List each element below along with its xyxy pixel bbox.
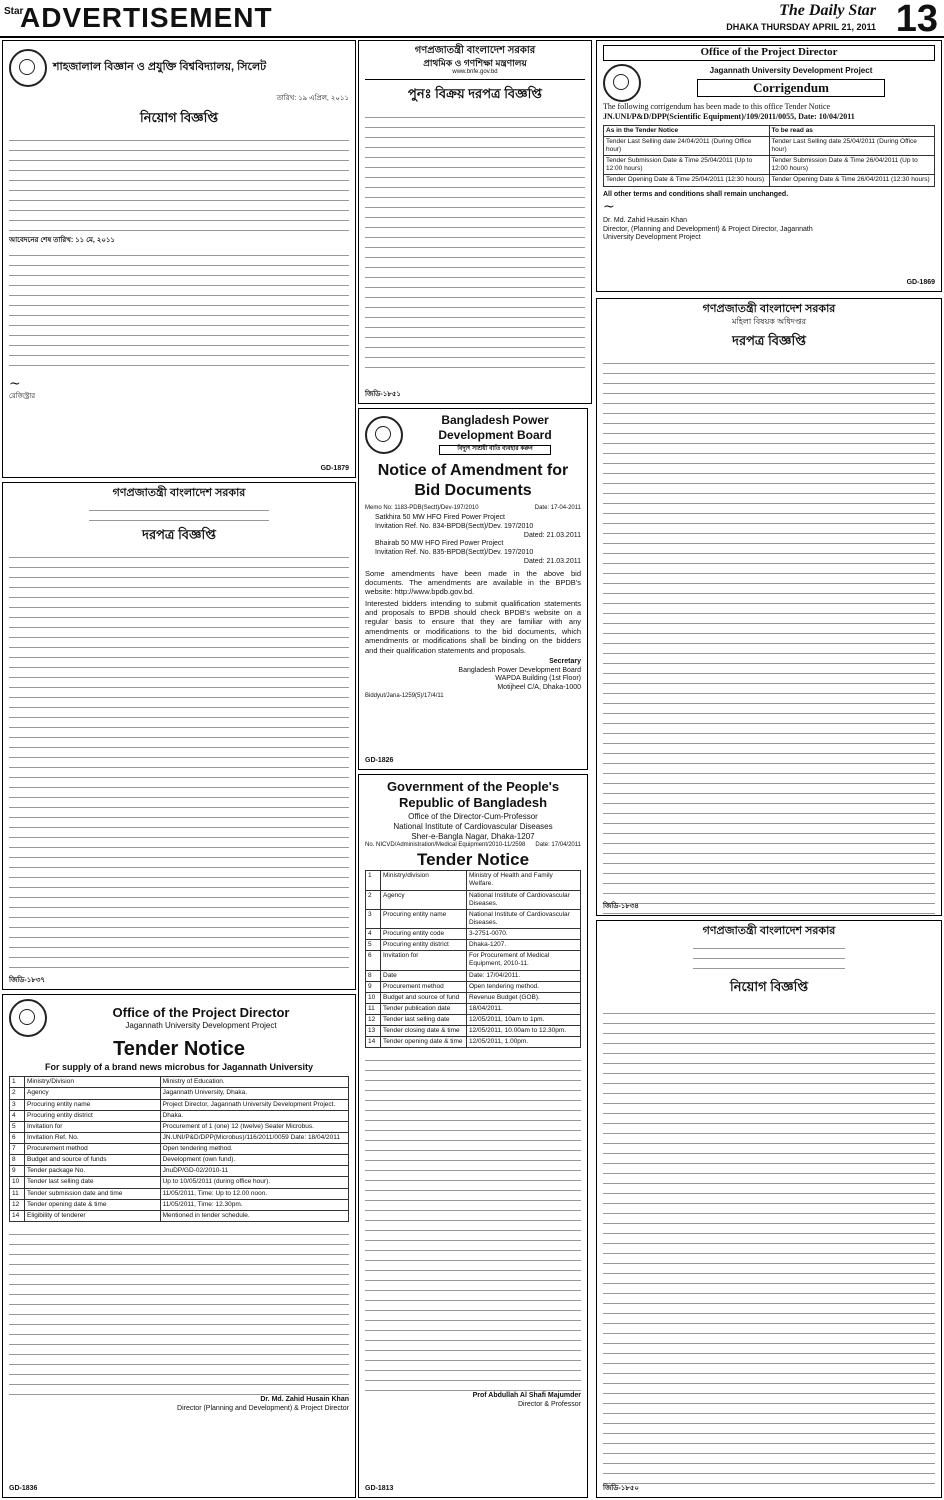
table-cell: Tender opening date & time: [381, 1037, 467, 1048]
table-row: [366, 909, 581, 928]
table-cell: National Institute of Cardiovascular Diseases.: [467, 909, 581, 928]
table-row: [366, 1026, 581, 1037]
item-2-date: Dated: 21.03.2011: [523, 557, 581, 565]
ad-body: [603, 1005, 935, 1484]
table-row: [10, 1144, 349, 1155]
table-row: [366, 890, 581, 909]
ad-heading: দরপত্র বিজ্ঞপ্তি: [142, 526, 216, 542]
memo-no: Memo No: 1183-PDB(Sectt)/Dev-197/2010: [365, 504, 479, 511]
table-row: [10, 1132, 349, 1143]
table-row: Tender Submission Date & Time 25/04/2011 (Up to 12:00 hours) Tender Submission Date & Time 26/04/2011 (Up to 12:00 hours): [604, 156, 935, 175]
body-1: Some amendments have been made in the above bid documents. The amendments are available in the BPDB's website: http://www.bpdb.gov.bd.: [365, 568, 581, 597]
table-cell: 4: [10, 1110, 25, 1121]
table-cell: 3: [10, 1099, 25, 1110]
table-row: [10, 1155, 349, 1166]
signer-title: Director, (Planning and Development) & Project Director, Jagannath University Development Project: [603, 225, 813, 242]
table-cell: Invitation for: [381, 951, 467, 970]
table-cell: Ministry of Education.: [160, 1077, 348, 1088]
table-cell: Procuring entity district: [381, 940, 467, 951]
ad-heading: পুনঃ বিক্রয় দরপত্র বিজ্ঞপ্তি: [408, 86, 542, 102]
university-seal-icon: [9, 999, 47, 1037]
ad-body: [9, 132, 349, 231]
table-cell: Tender submission date and time: [25, 1188, 161, 1199]
table-cell: 11: [366, 1003, 381, 1014]
secretary: Secretary: [549, 657, 581, 665]
ad-code: জিডি-১৮৩৭: [9, 977, 45, 985]
table-row: [366, 992, 581, 1003]
ad-code: জিডি-১৮৫০: [603, 1485, 639, 1493]
memo-date: Date: 17-04-2011: [534, 504, 581, 511]
table-cell: Revenue Budget (GOB).: [467, 992, 581, 1003]
table-row: [366, 970, 581, 981]
slogan: বিদ্যুৎ সাশ্রয়ী বাতি ব্যবহার করুন: [439, 445, 551, 455]
ad-heading: নিয়োগ বিজ্ঞপ্তি: [729, 978, 809, 994]
office-name: Office of the Project Director: [112, 1004, 290, 1020]
table-cell: Date: [381, 970, 467, 981]
table-cell: National Institute of Cardiovascular Diseases.: [467, 890, 581, 909]
university-seal-icon: [9, 49, 47, 87]
ad-sust-recruitment: [2, 40, 356, 478]
table-cell: 3-2751-0070.: [467, 929, 581, 940]
table-row: [366, 940, 581, 951]
tender-table: [9, 1076, 349, 1222]
table-row: [10, 1088, 349, 1099]
table-cell: Invitation for: [25, 1121, 161, 1132]
table-cell: Procurement method: [381, 981, 467, 992]
ad-heading: Corrigendum: [697, 79, 885, 97]
table-cell: Tender publication date: [381, 1003, 467, 1014]
table-row: [10, 1188, 349, 1199]
institute-address: Sher-e-Bangla Nagar, Dhaka-1207: [411, 831, 535, 841]
table-cell: Budget and source of fund: [381, 992, 467, 1003]
ad-code: GD-1836: [9, 1485, 38, 1493]
table-cell: 12/05/2011, 1.00pm.: [467, 1037, 581, 1048]
ad-subheading: For supply of a brand news microbus for Jagannath University: [44, 1062, 314, 1072]
signer: রেজিস্ট্রার: [9, 393, 36, 401]
org-name: শাহজালাল বিজ্ঞান ও প্রযুক্তি বিশ্ববিদ্যালয়, সিলেট: [53, 61, 267, 74]
table-cell: Jagannath University, Dhaka.: [160, 1088, 348, 1099]
table-cell: 7: [10, 1144, 25, 1155]
table-cell: 5: [10, 1121, 25, 1132]
item-1: Satkhira 50 MW HFO Fired Power Project: [375, 514, 505, 521]
table-row: [366, 951, 581, 970]
table-cell: 6: [10, 1132, 25, 1143]
ad-archive-recruitment: [596, 920, 942, 1498]
gov-name: গণপ্রজাতন্ত্রী বাংলাদেশ সরকার: [702, 925, 836, 937]
table-cell: Ministry/Division: [25, 1077, 161, 1088]
ad-primary-education: [358, 40, 592, 404]
ad-code: জিডি-১৮৫১: [365, 391, 401, 399]
secretary-org: Bangladesh Power Development Board: [458, 666, 581, 674]
ad-forest-tender: [2, 482, 356, 990]
table-cell: 11/05/2011, Time: 12.30pm.: [160, 1199, 348, 1210]
table-row: [366, 1003, 581, 1014]
note: All other terms and conditions shall remain unchanged.: [603, 190, 789, 198]
issue-date: DHAKA THURSDAY APRIL 21, 2011: [726, 22, 876, 32]
institute-name: National Institute of Cardiovascular Diseases: [393, 821, 553, 831]
ad-jnu-tender-notice: [2, 994, 356, 1498]
section-tag: Star: [4, 6, 24, 17]
table-cell: 11: [10, 1188, 25, 1199]
ad-instructions: [9, 247, 349, 366]
table-row: Tender Last Selling date 24/04/2011 (During Office hour) Tender Last Selling date 25/04/2011 (During Office hour): [604, 136, 935, 155]
project-name: Jagannath University Development Project: [709, 65, 873, 75]
table-cell: Procuring entity district: [25, 1110, 161, 1121]
website: www.bnfe.gov.bd: [452, 68, 498, 75]
table-cell: 13: [366, 1026, 381, 1037]
table-cell: Dhaka-1207.: [467, 940, 581, 951]
ad-heading: দরপত্র বিজ্ঞপ্তি: [732, 332, 806, 348]
table-cell: Tender package No.: [25, 1166, 161, 1177]
dept-name: মহিলা বিষয়ক অধিদপ্তর: [731, 316, 806, 326]
table-cell: Tender closing date & time: [381, 1026, 467, 1037]
ad-code: GD-1869: [906, 279, 935, 287]
table-cell: Procuring entity code: [381, 929, 467, 940]
ad-deadline: আবেদনের শেষ তারিখ: ১১ মে, ২০১১: [9, 237, 115, 244]
table-cell: 5: [366, 940, 381, 951]
table-cell: 11/05/2011, Time: Up to 12.00 noon.: [160, 1188, 348, 1199]
col-header: As in the Tender Notice: [604, 125, 770, 136]
table-cell: 10: [366, 992, 381, 1003]
table-cell: Open tendering method.: [160, 1144, 348, 1155]
table-row: Tender Opening Date & Time 25/04/2011 (12:30 hours) Tender Opening Date & Time 26/04/2011 (12:30 hours): [604, 175, 935, 186]
ad-heading: নিয়োগ বিজ্ঞপ্তি: [139, 109, 219, 125]
table-cell: Budget and source of funds: [25, 1155, 161, 1166]
table-cell: Agency: [25, 1088, 161, 1099]
table-row: [366, 1037, 581, 1048]
corrigendum-ref: JN.UNI/P&D/DPP(Scientific Equipment)/109/2011/0055, Date: 10/04/2011: [603, 111, 855, 121]
table-cell: Agency: [381, 890, 467, 909]
ad-body: [365, 109, 585, 368]
gov-name: Government of the People's Republic of Bangladesh: [386, 779, 560, 811]
newspaper-name: The Daily Star: [779, 2, 876, 19]
table-cell: Procurement of 1 (one) 12 (twelve) Seater Microbus.: [160, 1121, 348, 1132]
ad-code: জিডি-১৮৩৪: [603, 903, 639, 911]
table-cell: 14: [10, 1210, 25, 1221]
signer-title: Director & Professor: [517, 1401, 581, 1409]
table-cell: 1: [10, 1077, 25, 1088]
ad-women-affairs-tender: [596, 298, 942, 916]
table-cell: Dhaka.: [160, 1110, 348, 1121]
table-cell: Eligibility of tenderer: [25, 1210, 161, 1221]
page-header: [0, 0, 944, 38]
table-cell: Tender last selling date: [25, 1177, 161, 1188]
corrigendum-intro: The following corrigendum has been made to this office Tender Notice: [603, 101, 831, 111]
page-title: ADVERTISEMENT: [20, 2, 273, 33]
ministry-name: প্রাথমিক ও গণশিক্ষা মন্ত্রণালয়: [423, 57, 527, 68]
table-cell: Procuring entity name: [25, 1099, 161, 1110]
ad-heading: Tender Notice: [113, 1038, 245, 1060]
table-row: [366, 929, 581, 940]
gov-name: গণপ্রজাতন্ত্রী বাংলাদেশ সরকার: [414, 45, 536, 56]
office-name: Office of the Director-Cum-Professor: [408, 811, 538, 821]
item-2-ref: Invitation Ref. No. 835-BPDB(Sectt)/Dev. 197/2010: [375, 549, 534, 556]
table-row: [10, 1121, 349, 1132]
project-name: Jagannath University Development Project: [125, 1021, 277, 1031]
table-cell: 9: [366, 981, 381, 992]
ad-heading: Notice of Amendment for Bid Documents: [377, 461, 569, 499]
ad-bpdb-amendment: [358, 408, 588, 770]
page-number: 13: [895, 0, 938, 40]
table-cell: 4: [366, 929, 381, 940]
secretary-building: WAPDA Building (1st Floor): [495, 675, 581, 683]
table-cell: 12/05/2011, 10am to 1pm.: [467, 1015, 581, 1026]
table-cell: Up to 10/05/2011 (during office hour).: [160, 1177, 348, 1188]
table-row: [366, 1015, 581, 1026]
corrigendum-table: [603, 125, 935, 187]
university-seal-icon: [603, 64, 641, 102]
table-cell: Open tendering method.: [467, 981, 581, 992]
ad-nicvd-tender-notice: [358, 774, 588, 1498]
ad-body: [603, 355, 935, 916]
table-cell: Development (own fund).: [160, 1155, 348, 1166]
signature: ~: [603, 199, 615, 216]
table-cell: 9: [10, 1166, 25, 1177]
table-cell: Ministry/division: [381, 871, 467, 890]
table-row: [10, 1077, 349, 1088]
ad-code: GD-1879: [320, 465, 349, 473]
table-row: [10, 1177, 349, 1188]
ad-jnu-corrigendum: [596, 40, 942, 292]
ad-body: [9, 549, 349, 968]
item-1-ref: Invitation Ref. No. 834-BPDB(Sectt)/Dev. 197/2010: [375, 522, 534, 530]
table-cell: 6: [366, 951, 381, 970]
table-cell: 3: [366, 909, 381, 928]
table-row: [366, 871, 581, 890]
ad-code: GD-1826: [365, 757, 394, 765]
table-cell: 2: [366, 890, 381, 909]
item-1-date: Dated: 21.03.2011: [523, 531, 581, 539]
table-row: [10, 1110, 349, 1121]
table-cell: 18/04/2011.: [467, 1003, 581, 1014]
table-cell: Procurement method: [25, 1144, 161, 1155]
table-cell: Date: 17/04/2011.: [467, 970, 581, 981]
signature: ~: [9, 375, 21, 392]
table-row: [10, 1099, 349, 1110]
signer: Dr. Md. Zahid Husain Khan: [260, 1395, 349, 1403]
table-cell: 12: [10, 1199, 25, 1210]
signer: Prof Abdullah Al Shafi Majumder: [472, 1392, 581, 1400]
table-cell: JnuDP/GD-02/2010-11: [160, 1166, 348, 1177]
table-row: [10, 1210, 349, 1221]
table-cell: For Procurement of Medical Equipment, 2010-11.: [467, 951, 581, 970]
table-cell: Ministry of Health and Family Welfare.: [467, 871, 581, 890]
col-header: To be read as: [769, 125, 935, 136]
table-cell: Project Director, Jagannath University Development Project.: [160, 1099, 348, 1110]
bpdb-logo-icon: [365, 416, 403, 454]
table-cell: Procuring entity name: [381, 909, 467, 928]
ad-date: তারিখ: ১৯ এপ্রিল, ২০১১: [276, 95, 349, 102]
table-cell: 2: [10, 1088, 25, 1099]
tender-table: [365, 870, 581, 1048]
table-cell: 8: [366, 970, 381, 981]
gov-name: গণপ্রজাতন্ত্রী বাংলাদেশ সরকার: [112, 487, 246, 499]
table-cell: 8: [10, 1155, 25, 1166]
ref: Biddyut/Jana-1259(5)/17/4/11: [365, 692, 444, 699]
table-cell: Invitation Ref. No.: [25, 1132, 161, 1143]
ref-no: No. NICVD/Administration/Medical Equipment/2010-11/2598: [365, 841, 526, 848]
ref-date: Date: 17/04/2011: [535, 841, 581, 848]
table-row: [366, 981, 581, 992]
table-cell: Mentioned in tender schedule.: [160, 1210, 348, 1221]
table-cell: 10: [10, 1177, 25, 1188]
body-2: Interested bidders intending to submit qualification statements and proposals to BPDB should check BPDB's website on a regular basis to ensure that they are familiar with any amendments or modifications to the bid documents, which amendments or modifications shall be binding on the bidders and their qualification statements and proposals.: [365, 598, 581, 655]
secretary-address: Motijheel C/A, Dhaka-1000: [497, 684, 581, 692]
office-name: Office of the Project Director: [603, 45, 935, 61]
table-cell: Tender last selling date: [381, 1015, 467, 1026]
gov-name: গণপ্রজাতন্ত্রী বাংলাদেশ সরকার: [702, 303, 836, 315]
signer-title: Director (Planning and Development) & Project Director: [177, 1404, 349, 1412]
table-cell: 12/05/2011, 10.00am to 12.30pm.: [467, 1026, 581, 1037]
item-2: Bhairab 50 MW HFO Fired Power Project: [375, 540, 504, 548]
signer: Dr. Md. Zahid Husain Khan: [603, 216, 688, 224]
ad-code: GD-1813: [365, 1485, 394, 1493]
table-row: [10, 1199, 349, 1210]
table-row: [10, 1166, 349, 1177]
table-cell: Tender opening date & time: [25, 1199, 161, 1210]
table-cell: 14: [366, 1037, 381, 1048]
ad-heading: Tender Notice: [416, 850, 530, 869]
table-cell: JN.UNI/P&D/DPP(Microbus)/116/2011/0059 Date: 18/04/2011: [160, 1132, 348, 1143]
table-cell: 12: [366, 1015, 381, 1026]
table-cell: 1: [366, 871, 381, 890]
org-name: Bangladesh Power Development Board: [438, 413, 552, 442]
